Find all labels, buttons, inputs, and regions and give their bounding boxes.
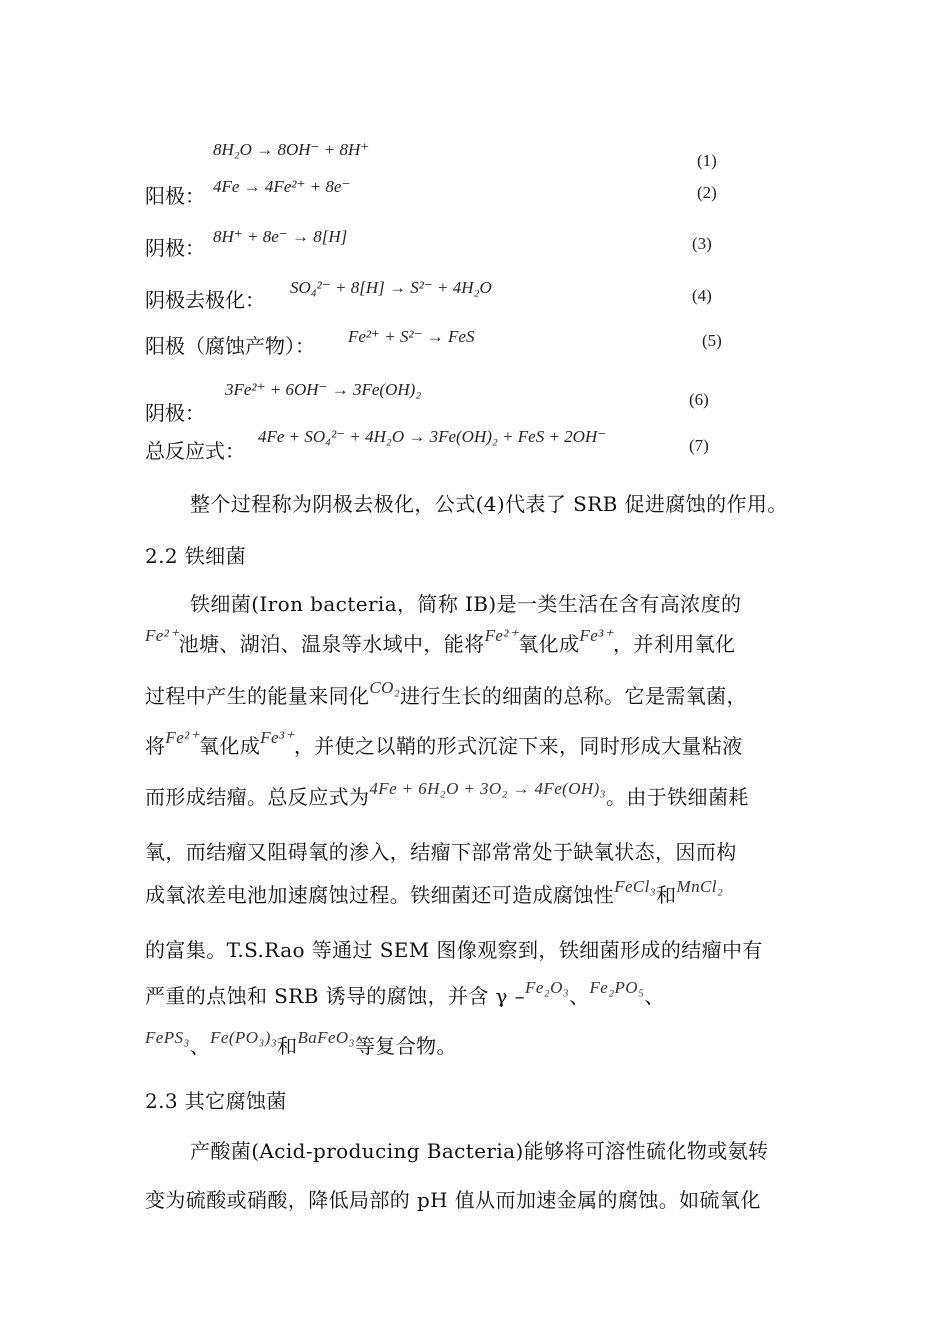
formula-fe3-2: Fe³⁺: [260, 728, 294, 747]
section-heading-2-2: 2.2 铁细菌: [145, 544, 246, 568]
formula-fecl3: FeCl₃: [614, 877, 657, 896]
iron-line-1: 铁细菌(Iron bacteria，简称 IB)是一类生活在含有高浓度的: [190, 592, 742, 616]
formula-fe2-3: Fe²⁺: [165, 728, 200, 747]
equation-6-formula: 3Fe²⁺ + 6OH⁻ → 3Fe(OH)₂: [225, 380, 422, 399]
iron-line-5-text-1: 而形成结瘤。总反应式为: [145, 785, 370, 809]
equation-5-label: 阳极（腐蚀产物）：: [145, 334, 315, 358]
equation-6-number: (6): [689, 390, 709, 409]
equation-3-formula: 8H⁺ + 8e⁻ → 8[H]: [213, 227, 348, 246]
iron-line-2-text-1: 池塘、湖泊、温泉等水域中，能将: [178, 632, 485, 656]
iron-line-2-text-2: 氧化成: [518, 632, 580, 656]
equation-1-formula: 8H₂O → 8OH⁻ + 8H⁺: [213, 140, 370, 159]
iron-line-4: [145, 730, 743, 759]
iron-line-10-text-2: 和: [277, 1034, 298, 1058]
iron-line-7: [145, 879, 723, 908]
iron-line-10-text-1: 、: [189, 1034, 211, 1058]
iron-line-8: 的富集。T.S.Rao 等通过 SEM 图像观察到，铁细菌形成的结瘤中有: [145, 938, 763, 962]
acid-line-2: 变为硫酸或硝酸，降低局部的 pH 值从而加速金属的腐蚀。如硫氧化: [145, 1188, 761, 1212]
iron-line-2: [145, 628, 735, 657]
iron-line-5-text-2: 。由于铁细菌耗: [605, 785, 749, 809]
formula-fe2po5: Fe₂PO₅: [589, 978, 645, 997]
equation-4-formula: SO₄²⁻ + 8[H] → S²⁻ + 4H₂O: [290, 278, 492, 297]
equation-7-label: 总反应式：: [145, 439, 245, 463]
formula-fe2o3: Fe₂O₃: [525, 978, 570, 997]
acid-line-1: 产酸菌(Acid-producing Bacteria)能够将可溶性硫化物或氨转: [190, 1139, 769, 1163]
paragraph-cathodic-depolarization: 整个过程称为阴极去极化，公式(4)代表了 SRB 促进腐蚀的作用。: [190, 492, 788, 516]
iron-line-6: 氧，而结瘤又阻碍氧的渗入，结瘤下部常常处于缺氧状态，因而构: [145, 840, 737, 864]
iron-line-7-text-2: 和: [656, 883, 677, 907]
iron-line-3: [145, 680, 747, 709]
formula-co2: CO₂: [369, 678, 401, 697]
iron-line-4-text-3: ，并使之以鞘的形式沉淀下来，同时形成大量粘液: [293, 734, 743, 758]
equation-7-formula: 4Fe + SO₄²⁻ + 4H₂O → 3Fe(OH)₂ + FeS + 2OH⁻: [258, 427, 607, 446]
iron-line-4-text-2: 氧化成: [199, 734, 261, 758]
iron-line-4-text-1: 将: [145, 734, 166, 758]
formula-feps3: FePS₃: [145, 1028, 190, 1047]
iron-line-3-text-2: 进行生长的细菌的总称。它是需氧菌，: [400, 684, 747, 708]
iron-line-5: [145, 781, 749, 810]
iron-line-3-text-1: 过程中产生的能量来同化: [145, 684, 370, 708]
iron-line-10-text-3: 等复合物。: [354, 1034, 457, 1058]
equation-2-label: 阳极：: [145, 184, 205, 208]
iron-line-9-text-3: 、: [644, 984, 665, 1008]
equation-4-label: 阴极去极化：: [145, 288, 265, 312]
iron-line-9-text-2: 、: [569, 984, 590, 1008]
section-heading-2-3: 2.3 其它腐蚀菌: [145, 1089, 287, 1113]
formula-fe2-2: Fe²⁺: [484, 626, 519, 645]
iron-line-9-text-1: 严重的点蚀和 SRB 诱导的腐蚀，并含 γ –: [145, 984, 526, 1008]
equation-3-number: (3): [692, 234, 712, 253]
iron-line-7-text-1: 成氧浓差电池加速腐蚀过程。铁细菌还可造成腐蚀性: [145, 883, 615, 907]
iron-line-2-text-3: ，并利用氧化: [613, 632, 736, 656]
equation-5-number: (5): [702, 331, 722, 350]
equation-1-number: (1): [697, 151, 717, 170]
equation-5-formula: Fe²⁺ + S²⁻ → FeS: [348, 327, 475, 346]
equation-2-number: (2): [697, 183, 717, 202]
formula-bafeo3: BaFeO₃: [297, 1028, 355, 1047]
equation-4-number: (4): [692, 286, 712, 305]
formula-fe-po3-3: Fe(PO₃)₃: [210, 1028, 278, 1047]
formula-fe3-1: Fe³⁺: [579, 626, 614, 645]
equation-3-label: 阴极：: [145, 236, 205, 260]
equation-7-number: (7): [689, 436, 709, 455]
formula-total-reaction: 4Fe + 6H₂O + 3O₂ → 4Fe(OH)₃: [369, 779, 606, 798]
formula-mncl2: MnCl₂: [676, 877, 724, 896]
equation-6-label: 阴极：: [145, 401, 205, 425]
equation-2-formula: 4Fe → 4Fe²⁺ + 8e⁻: [213, 177, 351, 196]
formula-fe2-1: Fe²⁺: [145, 626, 179, 645]
iron-line-9: [145, 980, 665, 1009]
iron-line-10: [145, 1030, 457, 1059]
